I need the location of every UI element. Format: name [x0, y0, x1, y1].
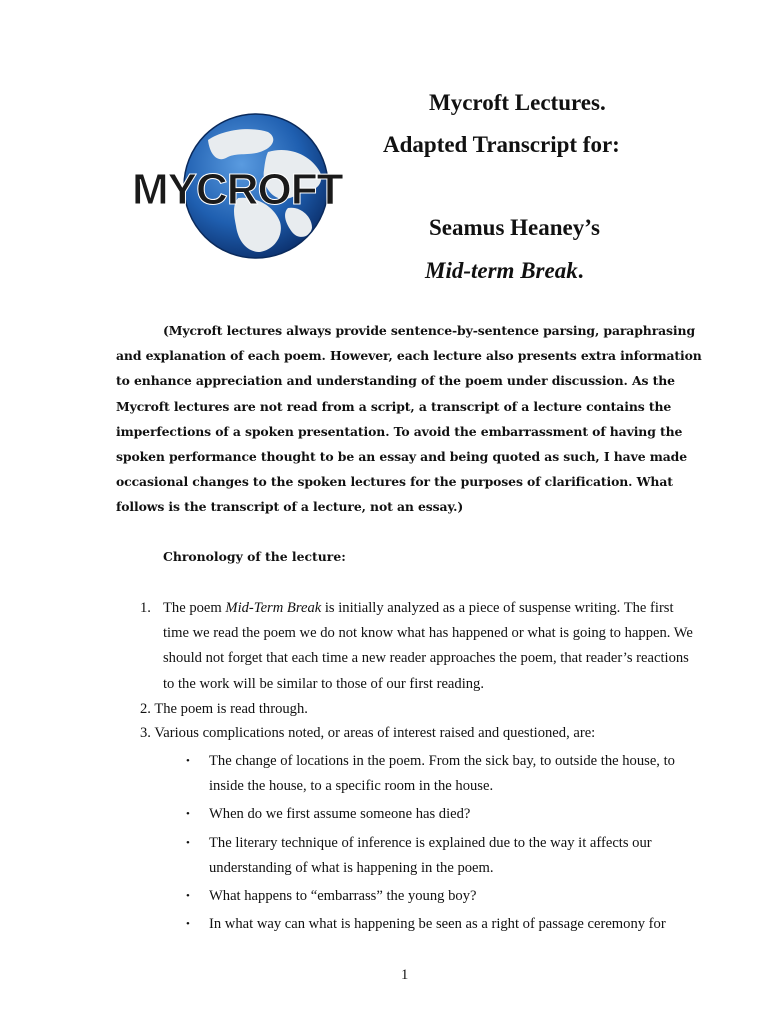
- bullet-text: The change of locations in the poem. From the sick bay, to outside the house, to inside the house, to a specific room in the house.: [209, 753, 675, 795]
- logo-text: MYCROFT: [132, 165, 343, 214]
- header-author: Seamus Heaney’s: [429, 215, 601, 240]
- bullet-icon: •: [186, 836, 190, 849]
- poem-title-text: Mid-term Break: [425, 258, 578, 283]
- list-item-1-pre: The poem: [163, 600, 226, 616]
- header-line-1: Mycroft Lectures.: [429, 90, 606, 115]
- bullet-icon: •: [186, 755, 190, 767]
- bullet-text: What happens to “embarrass” the young boy?: [209, 888, 477, 905]
- globe-icon: [128, 112, 360, 262]
- list-item-2: 2. The poem is read through.: [140, 701, 308, 717]
- list-item: [186, 884, 706, 909]
- poem-title-inline: Mid-Term Break: [225, 600, 322, 616]
- list-item: [186, 802, 706, 827]
- page-number: 1: [401, 967, 409, 983]
- list-item-1-post: is initially analyzed as a piece of suspense writing. The first time we read the poem we do not know what has happened or what is going to happen. We should not forget that each time a new reader approaches the poem, that reader’s reactions to the work will be similar to those of our first reading.: [163, 600, 693, 692]
- bullet-text: In what way can what is happening be seen as a right of passage ceremony for: [209, 916, 666, 933]
- list-item-3: 3. Various complications noted, or areas of interest raised and questioned, are:: [140, 725, 596, 741]
- complications-list: [186, 749, 706, 940]
- bullet-text: When do we first assume someone has died?: [209, 806, 471, 823]
- header-line-2: Adapted Transcript for:: [383, 132, 620, 157]
- poem-title-period: .: [577, 258, 584, 283]
- list-item: [186, 749, 706, 799]
- list-item-1-number: 1.: [140, 600, 151, 616]
- mycroft-logo: [128, 112, 360, 262]
- list-item: [186, 831, 706, 881]
- bullet-icon: •: [186, 890, 190, 903]
- list-item-1-text: [163, 596, 693, 697]
- bullet-icon: •: [186, 808, 190, 821]
- chronology-heading: Chronology of the lecture:: [163, 549, 346, 564]
- header-poem-title: [425, 257, 583, 285]
- intro-paragraph: (Mycroft lectures always provide sentence-by-sentence parsing, paraphrasing and explanation of each poem. However, each lecture also presents extra information to enhance appreciation and understanding of the poem under discussion. As the Mycroft lectures are not read from a script, a transcript of a lecture contains the imperfections of a spoken presentation. To avoid the embarrassment of having the spoken performance thought to be an essay and being quoted as such, I have made occasional changes to the spoken lectures for the purposes of clarification. What follows is the transcript of a lecture, not an essay.): [116, 323, 702, 515]
- list-item: [186, 912, 706, 937]
- bullet-icon: •: [186, 918, 190, 931]
- bullet-text: The literary technique of inference is explained due to the way it affects our understanding of what is happening in the poem.: [209, 834, 652, 876]
